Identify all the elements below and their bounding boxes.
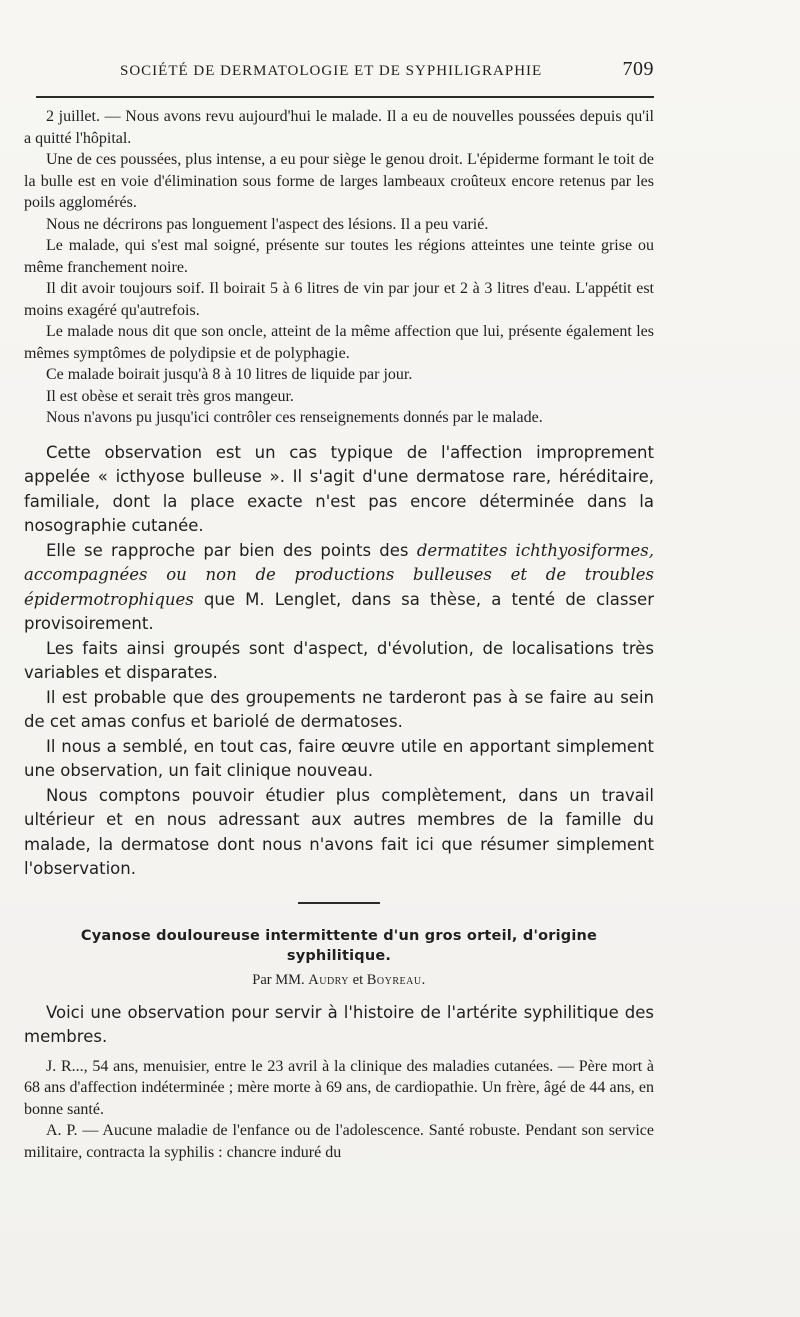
running-title: SOCIÉTÉ DE DERMATOLOGIE ET DE SYPHILIGRAPHIE — [120, 63, 543, 79]
page-number: 709 — [622, 58, 654, 80]
discussion-paragraph — [24, 539, 654, 637]
observation-paragraph: Ce malade boirait jusqu'à 8 à 10 litres de liquide par jour. — [46, 366, 413, 383]
observation-paragraph: Le malade, qui s'est mal soigné, présente sur toutes les régions atteintes une teinte grise ou même franchement noire. — [24, 237, 654, 276]
discussion-paragraph: Cette observation est un cas typique de l'affection improprement appelée « icthyose bulleuse ». Il s'agit d'une dermatose rare, héréditaire, familiale, dont la place exacte n'est pas encore déterminée dans la nosographie cutanée. — [24, 442, 654, 535]
observation-paragraph: Le malade nous dit que son oncle, atteint de la même affection que lui, présente également les mêmes symptômes de polydipsie et de polyphagie. — [24, 323, 654, 362]
running-header — [24, 58, 654, 92]
discussion-text: que M. Lenglet, dans sa thèse, a tenté de classer provisoirement. — [24, 589, 654, 633]
article-title — [24, 926, 654, 966]
header-rule — [36, 96, 654, 98]
case-paragraph: J. R..., 54 ans, menuisier, entre le 23 avril à la clinique des maladies cutanées. — Père mort à 68 ans d'affection indéterminée ; mère morte à 69 ans, de cardiopathie. Un frère, âgé de 44 ans, en bonne santé. — [24, 1057, 654, 1118]
authors-prefix: Par MM. — [252, 971, 305, 988]
discussion-paragraph: Nous comptons pouvoir étudier plus complètement, dans un travail ultérieur et en nous adressant aux autres membres de la famille du malade, la dermatose dont nous n'avons fait ici que résumer simplement l'observation. — [24, 785, 654, 878]
article-title-line: syphilitique. — [286, 947, 392, 964]
observation-paragraph: Une de ces poussées, plus intense, a eu pour siège le genou droit. L'épiderme formant le toit de la bulle est en voie d'élimination sous forme de larges lambeaux croûteux encore retenus par les poils agglomérés. — [24, 151, 654, 211]
observation-paragraph: 2 juillet. — Nous avons revu aujourd'hui le malade. Il a eu de nouvelles poussées depuis qu'il a quitté l'hôpital. — [24, 108, 654, 147]
page-content — [24, 58, 654, 1163]
observation-block — [24, 106, 654, 429]
observation-paragraph: Nous n'avons pu jusqu'ici contrôler ces renseignements donnés par le malade. — [46, 409, 543, 426]
section-divider — [298, 902, 380, 904]
article-intro: Voici une observation pour servir à l'histoire de l'artérite syphilitique des membres. — [24, 1002, 654, 1046]
case-paragraph: A. P. — Aucune maladie de l'enfance ou de l'adolescence. Santé robuste. Pendant son service militaire, contracta la syphilis : chancre induré du — [24, 1122, 654, 1161]
discussion-text: Elle se rapproche par bien des points des — [46, 540, 417, 560]
discussion-italic-term: dermatites ichthyosiformes, accompagnées ou non de productions bulleuses et de troubles épidermotrophiques — [24, 540, 654, 609]
observation-paragraph: Il est obèse et serait très gros mangeur. — [46, 387, 294, 405]
author-name: Audry — [308, 971, 350, 988]
discussion-paragraph: Il nous a semblé, en tout cas, faire œuvre utile en apportant simplement une observation, un fait clinique nouveau. — [24, 736, 654, 780]
discussion-block — [24, 441, 654, 882]
observation-paragraph: Nous ne décrirons pas longuement l'aspect des lésions. Il a peu varié. — [46, 215, 489, 233]
author-name: Boyreau. — [366, 971, 426, 988]
next-article — [24, 926, 654, 1164]
discussion-paragraph: Il est probable que des groupements ne tarderont pas à se faire au sein de cet amas confus et bariolé de dermatoses. — [24, 687, 654, 731]
article-title-line: Cyanose douloureuse intermittente d'un gros orteil, d'origine — [80, 927, 598, 944]
discussion-paragraph: Les faits ainsi groupés sont d'aspect, d'évolution, de localisations très variables et disparates. — [24, 638, 654, 682]
article-authors — [24, 972, 654, 989]
authors-conjunction: et — [352, 971, 364, 988]
observation-paragraph: Il dit avoir toujours soif. Il boirait 5 à 6 litres de vin par jour et 2 à 3 litres d'eau. L'appétit est moins exagéré qu'autrefois. — [24, 280, 654, 319]
